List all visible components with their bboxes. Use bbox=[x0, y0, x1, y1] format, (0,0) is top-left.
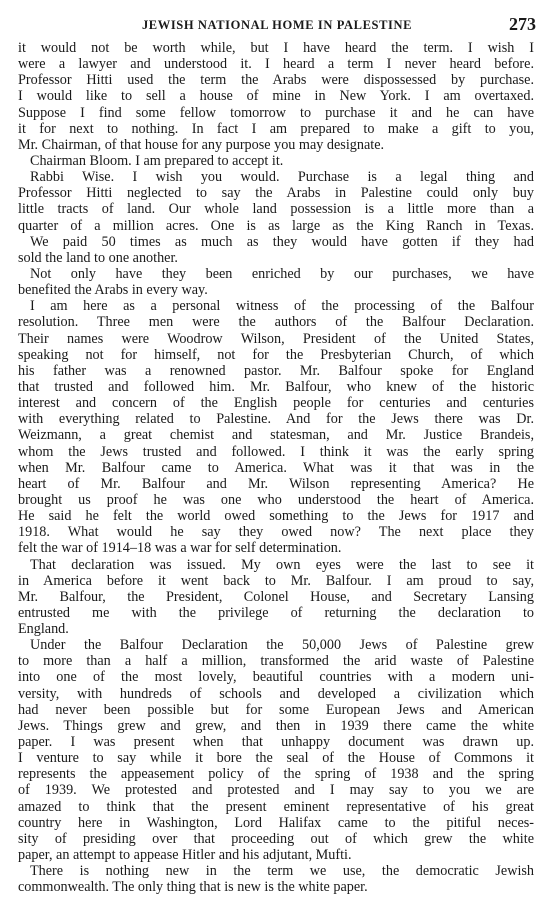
text-line: heart of Mr. Balfour and Mr. Wilson representing America? He bbox=[18, 475, 534, 492]
text-line: Under the Balfour Declaration the 50,000 Jews of Palestine grew bbox=[30, 637, 534, 654]
text-line: We paid 50 times as much as they would have gotten if they had bbox=[30, 233, 534, 250]
text-line: That declaration was issued. My own eyes were the last to see it bbox=[30, 556, 534, 573]
text-line: it for next to nothing. In fact I am prepared to make a gift to you, bbox=[18, 120, 534, 137]
text-line: benefited the Arabs in every way. bbox=[18, 282, 208, 299]
page-number: 273 bbox=[509, 14, 536, 34]
text-line: Suppose I find some fellow tomorrow to purchase it and he can have bbox=[18, 104, 534, 121]
text-line: 1918. What would he say they owed now? The next place they bbox=[18, 524, 534, 541]
text-line: sold the land to one another. bbox=[18, 249, 178, 266]
text-line: England. bbox=[18, 621, 69, 638]
text-line: quarter of a million acres. One is as large as the King Ranch in Texas. bbox=[18, 217, 534, 234]
text-line: country here in Washington, Lord Halifax came to the pitiful neces- bbox=[18, 814, 534, 831]
text-line: Rabbi Wise. I wish you would. Purchase is a legal thing and bbox=[30, 169, 534, 186]
text-line: his father was a renowned pastor. Mr. Balfour spoke for England bbox=[18, 362, 534, 379]
text-line: whom the Jews trusted and followed. I think it was the early spring bbox=[18, 443, 534, 460]
text-line: I venture to say while it bore the seal of the House of Commons it bbox=[18, 750, 534, 767]
text-line: versity, with hundreds of schools and developed a civilization which bbox=[18, 685, 534, 702]
text-line: interest and concern of the English people for centuries and centuries bbox=[18, 395, 534, 412]
text-line: represents the appeasement policy of the spring of 1938 and the spring bbox=[18, 766, 534, 783]
text-line: I would like to sell a house of mine in New York. I am overtaxed. bbox=[18, 88, 534, 105]
text-line: Mr. Balfour, the President, Colonel House, and Secretary Lansing bbox=[18, 588, 534, 605]
running-head bbox=[18, 14, 536, 36]
text-line: were a lawyer and understood it. I heard a term I never heard before. bbox=[18, 56, 534, 73]
text-line: speaking not for himself, not for the Presbyterian Church, of which bbox=[18, 346, 534, 363]
text-line: when Mr. Balfour came to America. What was it that was in the bbox=[18, 459, 534, 476]
text-line: Professor Hitti neglected to say the Arabs in Palestine could only buy bbox=[18, 185, 534, 202]
text-line: resolution. Three men were the authors of the Balfour Declaration. bbox=[18, 314, 534, 331]
text-line: commonwealth. The only thing that is new is the white paper. bbox=[18, 879, 368, 896]
text-line: little tracts of land. Our whole land possession is a little more than a bbox=[18, 201, 534, 218]
text-line: Chairman Bloom. I am prepared to accept it. bbox=[30, 152, 284, 169]
text-line: to more than a half a million, transformed the arid waste of Palestine bbox=[18, 653, 534, 670]
text-line: into one of the most lovely, beautiful countries with a modern uni- bbox=[18, 669, 534, 686]
running-title: JEWISH NATIONAL HOME IN PALESTINE bbox=[141, 18, 413, 32]
text-line: Mr. Chairman, of that house for any purpose you may designate. bbox=[18, 136, 385, 153]
text-line: that trusted and followed him. Mr. Balfour, who knew of the historic bbox=[18, 378, 534, 395]
text-line: Weizmann, a great chemist and statesman, and Mr. Justice Brandeis, bbox=[18, 427, 534, 444]
text-line: I am here as a personal witness of the processing of the Balfour bbox=[30, 298, 534, 315]
text-line: paper. I was present when that unhappy document was drawn up. bbox=[18, 734, 534, 751]
text-line: brought us proof he was one who understood the heart of America. bbox=[18, 491, 534, 508]
text-line: felt the war of 1914–18 was a war for self determination. bbox=[18, 540, 342, 557]
text-line: sity of presiding over that proceeding out of which grew the white bbox=[18, 830, 534, 847]
text-line: entrusted me with the privilege of returning the declaration to bbox=[18, 604, 534, 621]
text-line: paper, an attempt to appease Hitler and his adjutant, Mufti. bbox=[18, 847, 352, 864]
text-line: it would not be worth while, but I have heard the term. I wish I bbox=[18, 40, 534, 56]
text-line: He said he felt the world owed something to the Jews for 1917 and bbox=[18, 508, 534, 525]
text-line: had never been possible but for some European Jews and American bbox=[18, 701, 534, 718]
text-line: Their names were Woodrow Wilson, President of the United States, bbox=[18, 330, 534, 347]
text-line: amazed to think that the present eminent representative of his great bbox=[18, 798, 534, 815]
text-line: in America before it went back to Mr. Balfour. I am proud to say, bbox=[18, 572, 534, 589]
text-line: of 1939. We protested and protested and I may say to you we are bbox=[18, 782, 534, 799]
body-text bbox=[18, 40, 534, 895]
text-line: with everything related to Palestine. And for the Jews there was Dr. bbox=[18, 411, 534, 428]
text-line: Not only have they been enriched by our purchases, we have bbox=[30, 265, 534, 282]
text-line: There is nothing new in the term we use, the democratic Jewish bbox=[30, 863, 534, 880]
text-line: Professor Hitti used the term the Arabs were dispossessed by purchase. bbox=[18, 72, 534, 89]
text-line: Jews. Things grew and grew, and then in 1939 there came the white bbox=[18, 717, 534, 734]
